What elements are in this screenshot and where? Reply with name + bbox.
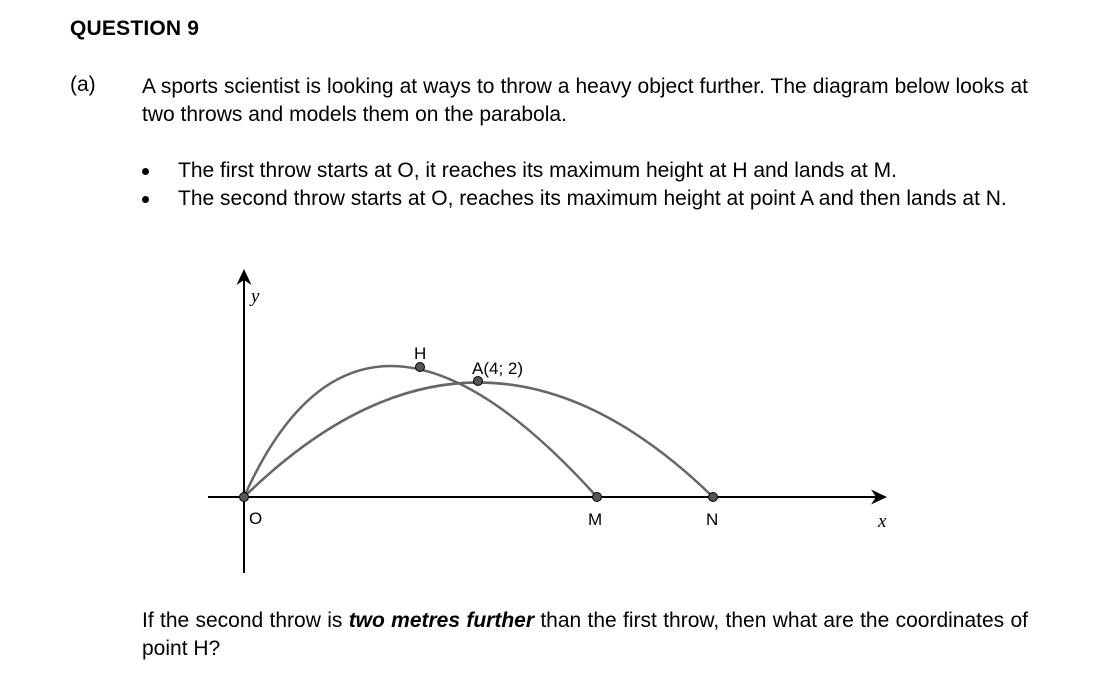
x-axis-label: x [878,511,887,532]
point-m-label: M [588,510,603,529]
part-label: (a) [70,73,96,96]
point-o [240,493,249,502]
point-m [593,493,602,502]
origin-label: O [249,509,263,528]
question-title: QUESTION 9 [70,17,200,40]
prompt-text-start: If the second throw is [142,609,349,632]
point-n-label: N [706,510,719,529]
second-throw-curve [244,383,713,498]
y-axis-label: y [251,286,260,307]
point-a-label: A(4; 2) [472,359,524,378]
question-prompt [142,607,1028,663]
bullet-text: The second throw starts at O, reaches its maximum height at point A and then lands at N. [178,187,1007,210]
first-throw-curve [244,366,597,497]
prompt-emphasis: two metres further [348,609,535,632]
point-h [416,363,425,372]
bullet-text: The first throw starts at O, it reaches its maximum height at H and lands at M. [178,159,897,182]
intro-text: A sports scientist is looking at ways to throw a heavy object further. The diagram below looks at two throws and models them on the parabola. [142,75,1028,126]
point-n [709,493,718,502]
point-h-label: H [414,344,427,363]
prompt-text-end: than the first throw, then what are the coordinates of point H? [142,609,1028,660]
